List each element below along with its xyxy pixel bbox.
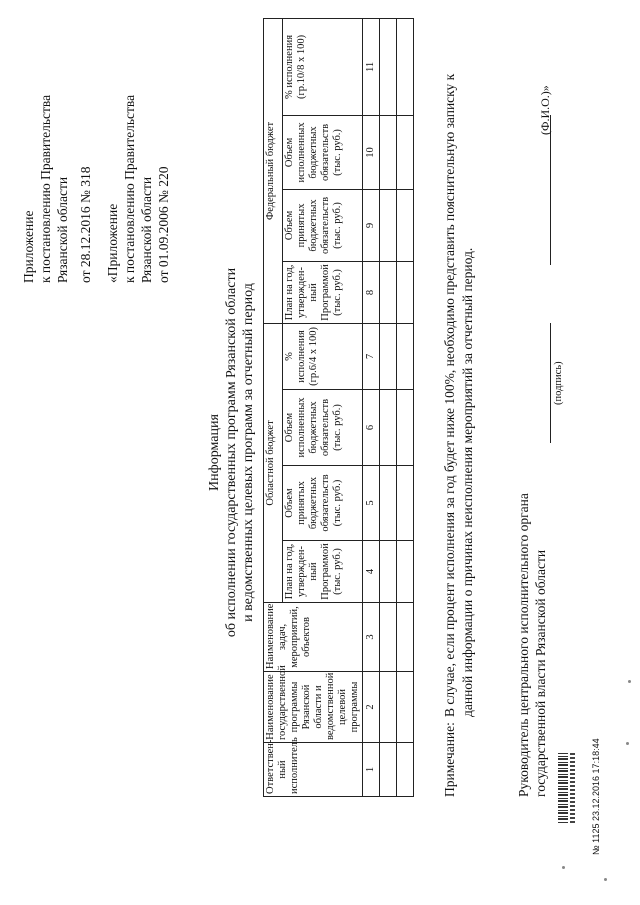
annex-new-line1: Приложение <box>21 210 36 283</box>
scan-speck <box>628 680 631 683</box>
header-regional-plan: План на год, утвержден-ный Программой (тыс. руб.) <box>283 541 363 603</box>
column-number: 11 <box>363 18 380 115</box>
signer-block <box>515 493 549 797</box>
empty-row <box>380 18 397 796</box>
column-number: 3 <box>363 603 380 672</box>
name-caption: (Ф.И.О.)» <box>538 85 552 135</box>
header-regional-accepted: Объем принятых бюджетных обязательств (тыс. руб.) <box>283 466 363 541</box>
scan-speck <box>604 878 607 881</box>
header-regional-executed: Объем исполненных бюджетных обязательств (тыс. руб.) <box>283 390 363 466</box>
note-label: Примечание: <box>442 722 457 797</box>
doc-subtitle-1: об исполнении государственных программ Рязанской области <box>224 267 239 638</box>
header-regional-budget: Областной бюджет <box>264 323 283 602</box>
empty-row <box>397 18 414 796</box>
header-executor: Ответствен-ный исполнитель <box>264 743 363 797</box>
column-number: 5 <box>363 466 380 541</box>
column-number: 4 <box>363 541 380 603</box>
header-federal-plan: План на год, утвержден-ный Программой (тыс. руб.) <box>283 261 363 323</box>
column-number: 6 <box>363 390 380 466</box>
barcode-icon <box>558 753 568 823</box>
column-number: 10 <box>363 115 380 189</box>
column-number: 7 <box>363 323 380 389</box>
annex-new-line3: Рязанской области <box>55 176 70 283</box>
report-table <box>263 18 414 797</box>
scan-speck <box>562 866 565 869</box>
column-number: 1 <box>363 743 380 797</box>
column-number-row <box>363 18 380 796</box>
signer-title-line2: государственной власти Рязанской области <box>533 549 548 797</box>
doc-title: Информация <box>207 414 222 491</box>
scan-speck <box>626 742 629 745</box>
header-federal-executed: Объем исполненных бюджетных обязательств (тыс. руб.) <box>283 115 363 189</box>
annex-old-line3: Рязанской области <box>139 176 154 283</box>
signature-caption: (подпись) <box>553 361 564 405</box>
registration-stamp: № 1125 23.12.2016 17:18:44 <box>591 738 601 855</box>
header-federal-accepted: Объем принятых бюджетных обязательств (тыс. руб.) <box>283 189 363 261</box>
column-number: 2 <box>363 672 380 743</box>
annex-old-line2: к постановлению Правительства <box>122 94 137 283</box>
name-line <box>550 115 551 265</box>
annex-new-line4: от 28.12.2016 № 318 <box>78 166 93 283</box>
header-tasks: Наименование задач, мероприятий, объектов <box>264 603 363 672</box>
barcode-icon <box>570 753 575 823</box>
header-federal-percent: % исполнения (гр.10/8 х 100) <box>283 18 363 115</box>
header-federal-budget: Федеральный бюджет <box>264 18 283 323</box>
annex-old-line4: от 01.09.2006 № 220 <box>156 166 171 283</box>
annex-header <box>20 23 172 283</box>
header-program: Наименование государственной программы Рязанской области и ведомственной целевой программы <box>264 672 363 743</box>
signer-title-line1: Руководитель центрального исполнительного органа <box>516 493 531 797</box>
note-text: В случае, если процент исполнения за год будет ниже 100%, необходимо представить пояснительную записку к данной информации о причинах неисполнения мероприятий за отчетный период. <box>442 73 475 717</box>
signature-line <box>550 323 551 443</box>
doc-subtitle-2: и ведомственных целевых программ за отчетный период <box>241 283 256 622</box>
annex-old-line1: «Приложение <box>105 203 120 283</box>
column-number: 9 <box>363 189 380 261</box>
header-regional-percent: % исполнения (гр.6/4 х 100) <box>283 323 363 389</box>
annex-new-line2: к постановлению Правительства <box>38 94 53 283</box>
column-number: 8 <box>363 261 380 323</box>
